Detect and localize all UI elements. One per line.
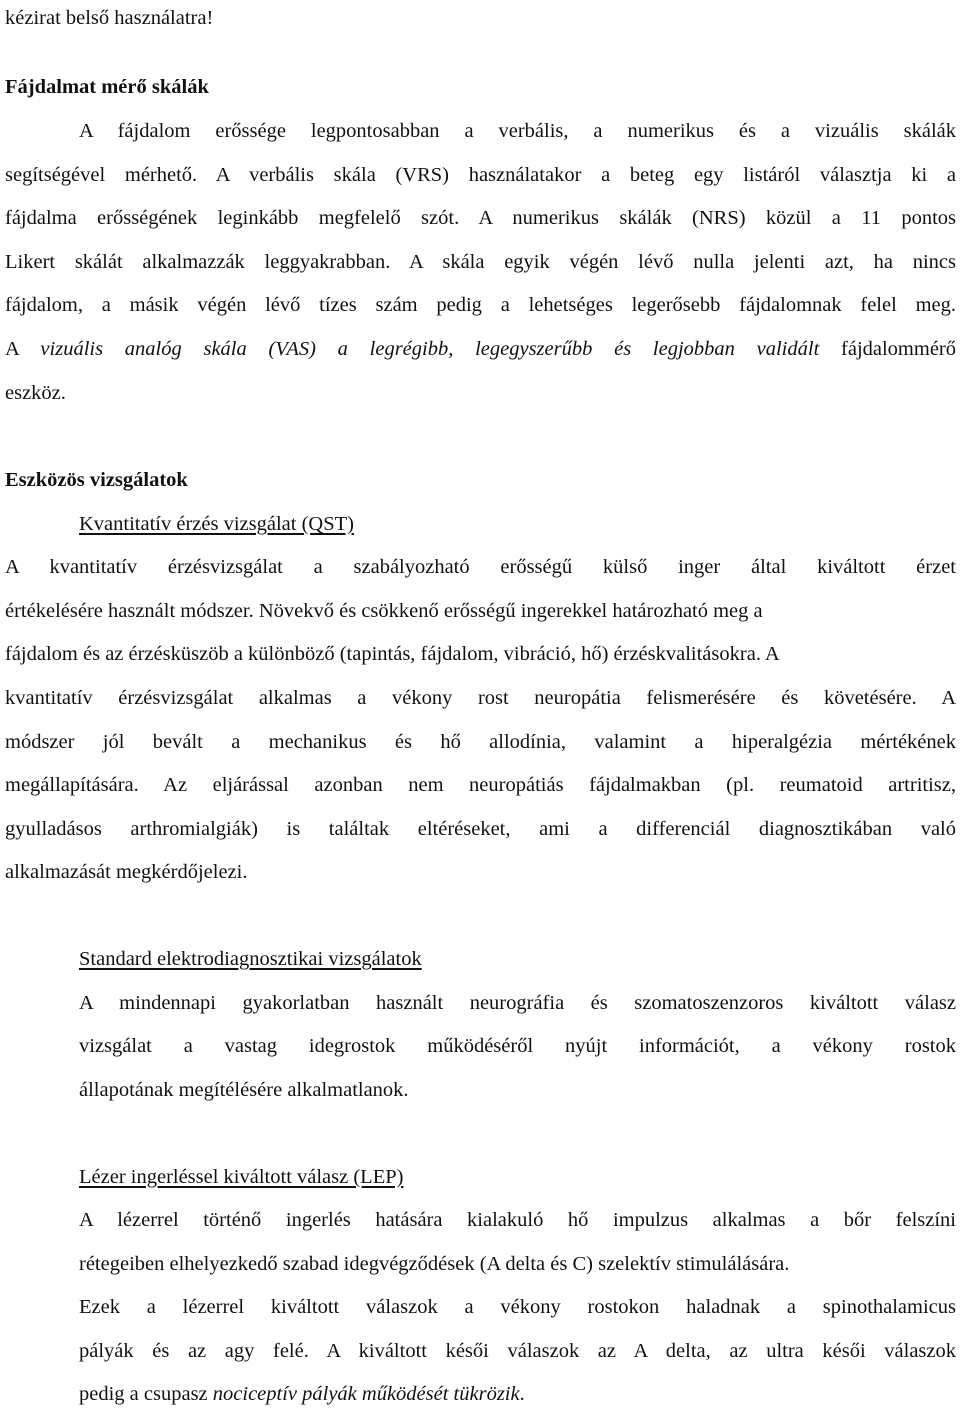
section-heading-pain-scales: Fájdalmat mérő skálák xyxy=(5,76,209,98)
paragraph-line: pályák és az agy felé. A kiváltott késői válaszok az A delta, az ultra késői válaszok xyxy=(79,1340,956,1362)
paragraph-line: módszer jól bevált a mechanikus és hő allodínia, valamint a hiperalgézia mértékének xyxy=(5,731,956,753)
paragraph-line: állapotának megítélésére alkalmatlanok. xyxy=(79,1079,409,1101)
paragraph-line: rétegeiben elhelyezkedő szabad idegvégződések (A delta és C) szelektív stimulálására. xyxy=(79,1253,790,1275)
vas-prefix: A xyxy=(5,338,41,360)
subheading-qst: Kvantitatív érzés vizsgálat (QST) xyxy=(79,513,354,535)
paragraph-line-lep-last xyxy=(79,1380,525,1408)
paragraph-line: A kvantitatív érzésvizsgálat a szabályozható erősségű külső inger által kiváltott érzet xyxy=(5,556,956,578)
subheading-electrodiagnostic: Standard elektrodiagnosztikai vizsgálatok xyxy=(79,948,422,970)
paragraph-line-vas xyxy=(5,335,956,363)
section-heading-instrumental-tests: Eszközös vizsgálatok xyxy=(5,469,188,491)
vas-suffix: fájdalommérő xyxy=(819,338,957,360)
paragraph-line: vizsgálat a vastag idegrostok működéséről nyújt információt, a vékony rostok xyxy=(79,1035,956,1057)
lep-last-italic-text: nociceptív pályák működését tükrözik xyxy=(212,1383,520,1405)
paragraph-line: A lézerrel történő ingerlés hatására kialakuló hő impulzus alkalmas a bőr felszíni xyxy=(79,1209,956,1231)
paragraph-line: megállapítására. Az eljárással azonban nem neuropátiás fájdalmakban (pl. reumatoid artritisz, xyxy=(5,774,956,796)
paragraph-line: Ezek a lézerrel kiváltott válaszok a vékony rostokon haladnak a spinothalamicus xyxy=(79,1296,956,1318)
paragraph-line: gyulladásos arthromialgiák) is találtak eltéréseket, ami a differenciál diagnosztikában való xyxy=(5,818,956,840)
subheading-lep: Lézer ingerléssel kiváltott válasz (LEP) xyxy=(79,1166,404,1188)
lep-last-suffix: . xyxy=(519,1383,525,1405)
paragraph-line: eszköz. xyxy=(5,382,66,404)
paragraph-line: alkalmazását megkérdőjelezi. xyxy=(5,861,248,883)
paragraph-line: A fájdalom erőssége legpontosabban a verbális, a numerikus és a vizuális skálák xyxy=(79,120,956,142)
vas-italic-text: vizuális analóg skála (VAS) a legrégibb, legegyszerűbb és legjobban validált xyxy=(40,338,820,360)
header-note: kézirat belső használatra! xyxy=(5,7,214,29)
paragraph-line: segítségével mérhető. A verbális skála (VRS) használatakor a beteg egy listáról választja ki a xyxy=(5,164,956,186)
paragraph-line: Likert skálát alkalmazzák leggyakrabban. A skála egyik végén lévő nulla jelenti azt, ha nincs xyxy=(5,251,956,273)
paragraph-line: értékelésére használt módszer. Növekvő és csökkenő erősségű ingerekkel határozható meg a xyxy=(5,600,763,622)
paragraph-line: kvantitatív érzésvizsgálat alkalmas a vékony rost neuropátia felismerésére és követésére. A xyxy=(5,687,956,709)
lep-last-prefix: pedig a csupasz xyxy=(79,1383,213,1405)
paragraph-line: A mindennapi gyakorlatban használt neurográfia és szomatoszenzoros kiváltott válasz xyxy=(79,992,956,1014)
paragraph-line: fájdalom és az érzésküszöb a különböző (tapintás, fájdalom, vibráció, hő) érzéskvalitásokra. A xyxy=(5,643,780,665)
paragraph-line: fájdalma erősségének leginkább megfelelő szót. A numerikus skálák (NRS) közül a 11 pontos xyxy=(5,207,956,229)
paragraph-line: fájdalom, a másik végén lévő tízes szám pedig a lehetséges legerősebb fájdalomnak felel meg. xyxy=(5,294,956,316)
